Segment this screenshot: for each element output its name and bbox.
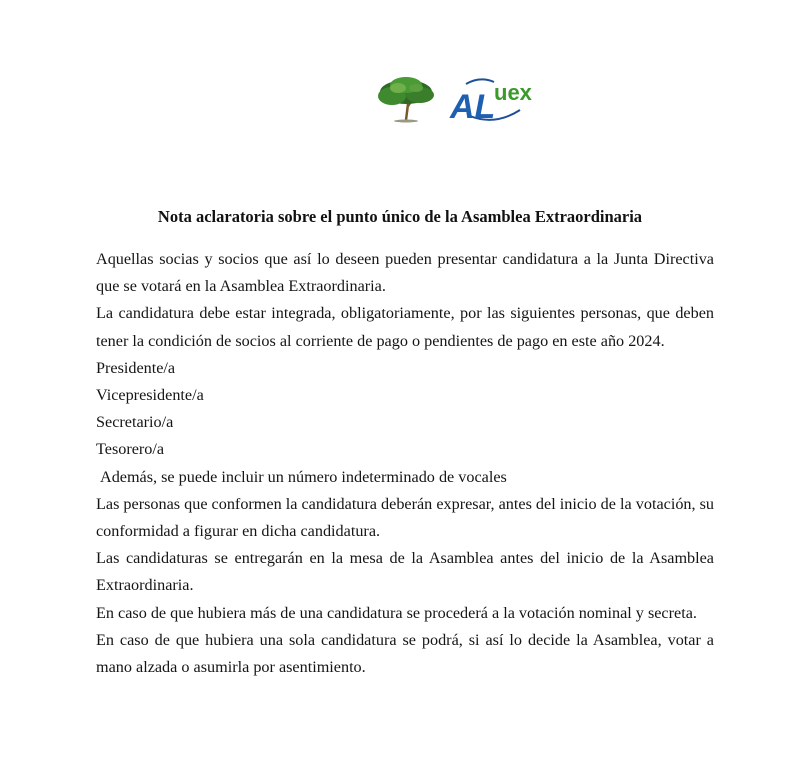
paragraph-multiple-candidatures: En caso de que hubiera más de una candidatura se procederá a la votación nominal y secreta. bbox=[96, 603, 697, 622]
role-item: Tesorero/a bbox=[96, 440, 165, 459]
logo-text-main: AL bbox=[450, 88, 496, 126]
aluex-logo bbox=[370, 72, 550, 130]
role-item: Presidente/a bbox=[96, 358, 176, 377]
role-item: Vicepresidente/a bbox=[96, 386, 204, 405]
aluex-logo-graphic bbox=[370, 72, 550, 130]
logo-text-super: uex bbox=[494, 80, 532, 105]
vocales-note: Además, se puede incluir un número indeterminado de vocales bbox=[100, 467, 507, 486]
paragraph-conformity: Las personas que conformen la candidatura deberán expresar, antes del inicio de la votación, su conformidad a figurar en dicha candidatura. bbox=[96, 494, 714, 541]
paragraph-submission: Las candidaturas se entregarán en la mesa de la Asamblea antes del inicio de la Asamblea Extraordinaria. bbox=[96, 549, 714, 595]
paragraph-intro: Aquellas socias y socios que así lo deseen pueden presentar candidatura a la Junta Directiva que se votará en la Asamblea Extraordinaria. bbox=[96, 250, 714, 296]
role-item: Secretario/a bbox=[96, 413, 174, 432]
paragraph-single-candidature: En caso de que hubiera una sola candidatura se podrá, si así lo decide la Asamblea, votar a mano alzada o asumirla por asentimiento. bbox=[96, 630, 714, 677]
document-title: Nota aclaratoria sobre el punto único de la Asamblea Extraordinaria bbox=[157, 207, 643, 226]
logo-swoosh-top bbox=[466, 79, 494, 84]
paragraph-requirements: La candidatura debe estar integrada, obligatoriamente, por las siguientes personas, que deben tener la condición de socios al corriente de pago o pendientes de pago en este año 2024. bbox=[96, 304, 714, 350]
tree-icon bbox=[378, 77, 434, 123]
document-body bbox=[96, 246, 714, 681]
